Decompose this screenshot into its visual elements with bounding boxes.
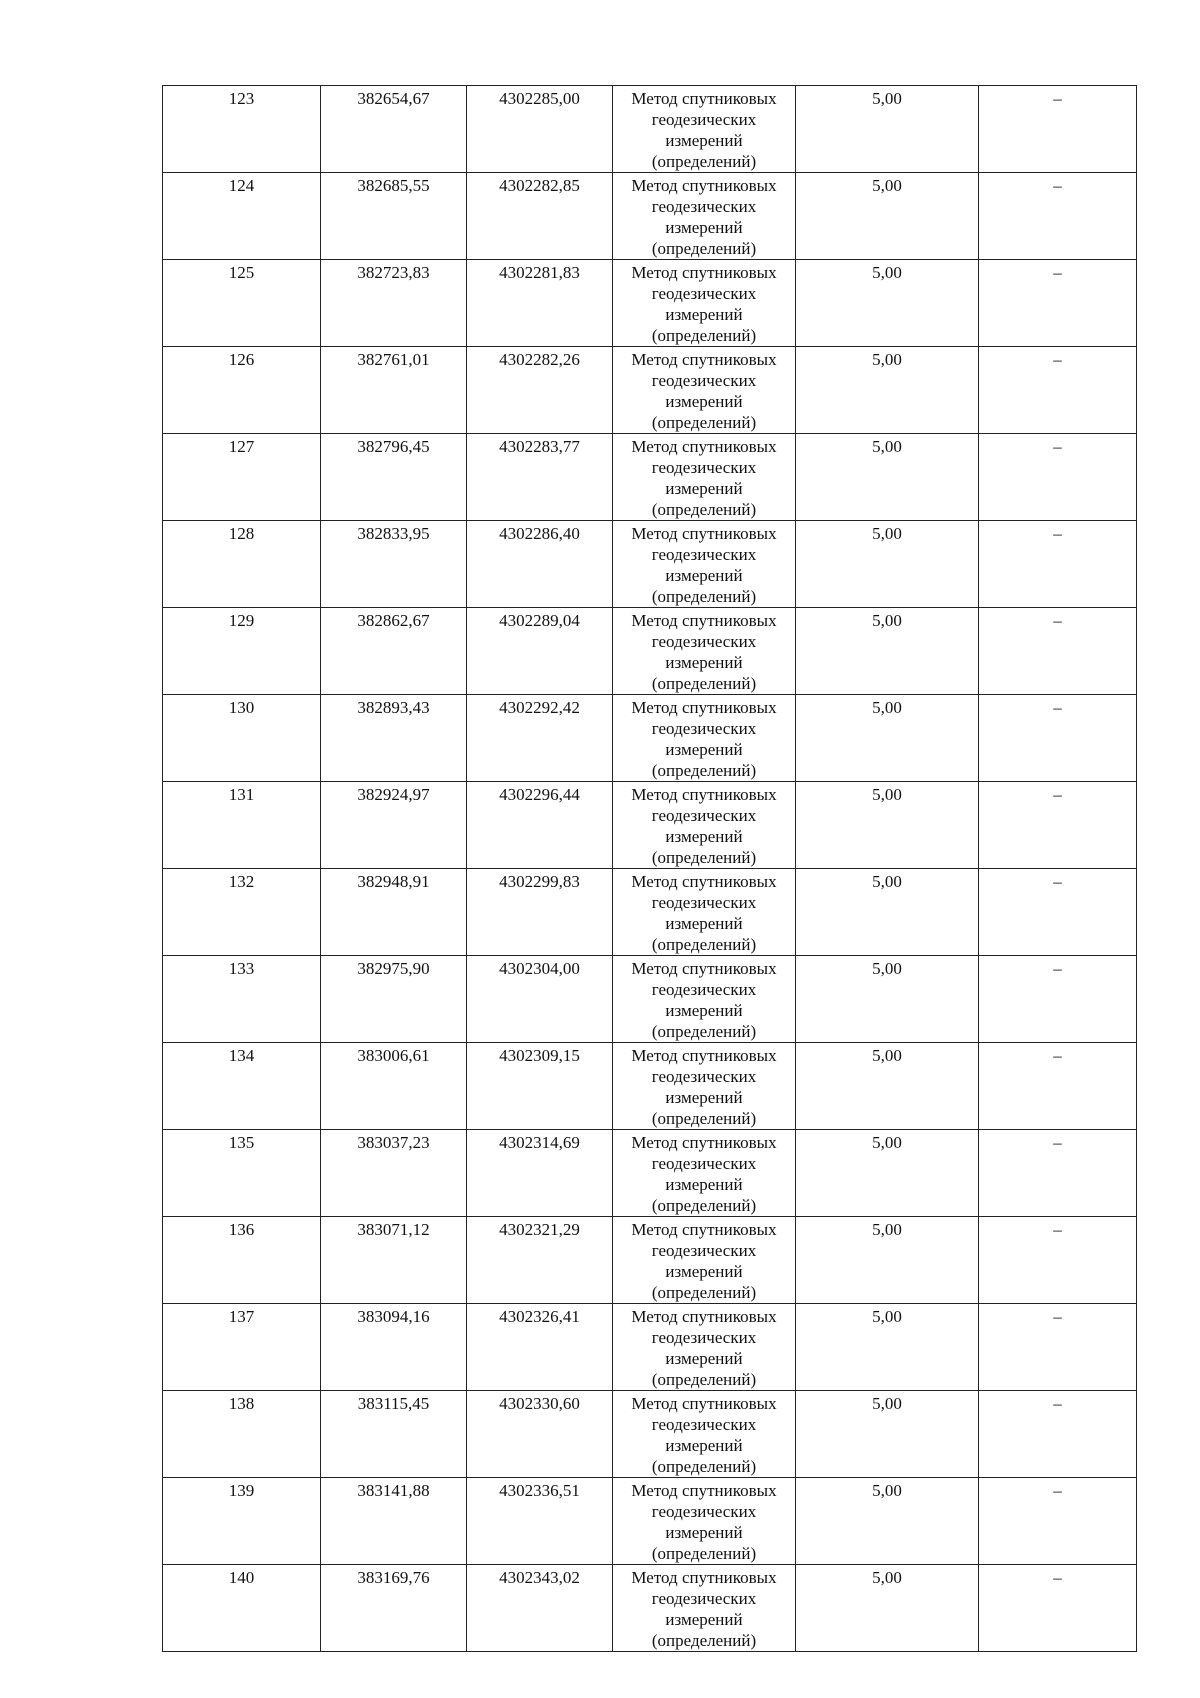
method-cell-text: Метод спутниковых геодезических измерений (определений) <box>631 1481 777 1563</box>
method-cell-text: Метод спутниковых геодезических измерений (определений) <box>631 89 777 171</box>
note-cell-text: – <box>1053 1568 1062 1587</box>
coord-y-cell-text: 4302285,00 <box>499 89 580 108</box>
note-cell <box>979 521 1137 608</box>
note-cell <box>979 869 1137 956</box>
point-number-cell-text: 125 <box>228 263 255 282</box>
method-cell <box>613 347 796 434</box>
method-cell-text: Метод спутниковых геодезических измерений (определений) <box>631 785 777 867</box>
point-number-cell-text: 128 <box>228 524 255 543</box>
coord-y-cell-text: 4302314,69 <box>499 1133 580 1152</box>
error-cell-text: 5,00 <box>872 1568 902 1587</box>
method-cell <box>613 434 796 521</box>
coord-x-cell-text: 382975,90 <box>357 959 430 978</box>
note-cell-text: – <box>1053 1220 1062 1239</box>
coord-y-cell <box>467 1304 613 1391</box>
error-cell-text: 5,00 <box>872 524 902 543</box>
table-row <box>163 1130 1137 1217</box>
coord-x-cell <box>321 608 467 695</box>
error-cell-text: 5,00 <box>872 698 902 717</box>
coord-x-cell <box>321 1217 467 1304</box>
coord-x-cell-text: 382761,01 <box>357 350 430 369</box>
error-cell <box>796 173 979 260</box>
error-cell <box>796 1304 979 1391</box>
coord-y-cell-text: 4302296,44 <box>499 785 580 804</box>
note-cell <box>979 608 1137 695</box>
note-cell <box>979 1478 1137 1565</box>
note-cell-text: – <box>1053 1133 1062 1152</box>
coord-x-cell <box>321 1391 467 1478</box>
table-row <box>163 1217 1137 1304</box>
table-row <box>163 434 1137 521</box>
method-cell <box>613 1565 796 1652</box>
coord-y-cell <box>467 173 613 260</box>
coord-x-cell-text: 382924,97 <box>357 785 430 804</box>
note-cell-text: – <box>1053 1481 1062 1500</box>
note-cell-text: – <box>1053 89 1062 108</box>
coord-x-cell <box>321 869 467 956</box>
error-cell-text: 5,00 <box>872 1481 902 1500</box>
coord-y-cell <box>467 347 613 434</box>
coordinates-table <box>162 85 1137 1652</box>
error-cell-text: 5,00 <box>872 959 902 978</box>
error-cell-text: 5,00 <box>872 1394 902 1413</box>
method-cell-text: Метод спутниковых геодезических измерений (определений) <box>631 524 777 606</box>
error-cell-text: 5,00 <box>872 1220 902 1239</box>
coord-y-cell <box>467 956 613 1043</box>
coord-y-cell <box>467 695 613 782</box>
point-number-cell <box>163 1478 321 1565</box>
coord-y-cell-text: 4302309,15 <box>499 1046 580 1065</box>
point-number-cell-text: 132 <box>228 872 255 891</box>
point-number-cell-text: 131 <box>228 785 255 804</box>
note-cell <box>979 1304 1137 1391</box>
point-number-cell <box>163 1304 321 1391</box>
table-row <box>163 695 1137 782</box>
method-cell-text: Метод спутниковых геодезических измерений (определений) <box>631 1220 777 1302</box>
coord-y-cell <box>467 1217 613 1304</box>
error-cell-text: 5,00 <box>872 611 902 630</box>
coord-y-cell <box>467 608 613 695</box>
coord-x-cell <box>321 434 467 521</box>
error-cell <box>796 1565 979 1652</box>
coord-x-cell <box>321 1565 467 1652</box>
coord-x-cell <box>321 260 467 347</box>
note-cell-text: – <box>1053 263 1062 282</box>
error-cell <box>796 782 979 869</box>
coord-x-cell-text: 383141,88 <box>357 1481 430 1500</box>
coord-x-cell-text: 383071,12 <box>357 1220 430 1239</box>
coord-y-cell <box>467 521 613 608</box>
method-cell <box>613 695 796 782</box>
error-cell <box>796 1391 979 1478</box>
note-cell-text: – <box>1053 1046 1062 1065</box>
coord-y-cell-text: 4302286,40 <box>499 524 580 543</box>
table-row <box>163 1391 1137 1478</box>
coord-y-cell-text: 4302282,85 <box>499 176 580 195</box>
note-cell-text: – <box>1053 872 1062 891</box>
note-cell-text: – <box>1053 1394 1062 1413</box>
point-number-cell <box>163 1391 321 1478</box>
note-cell-text: – <box>1053 959 1062 978</box>
point-number-cell <box>163 608 321 695</box>
point-number-cell <box>163 1217 321 1304</box>
error-cell <box>796 260 979 347</box>
method-cell <box>613 1304 796 1391</box>
error-cell <box>796 1130 979 1217</box>
method-cell <box>613 1217 796 1304</box>
coord-y-cell <box>467 1478 613 1565</box>
note-cell <box>979 1391 1137 1478</box>
point-number-cell-text: 140 <box>228 1568 255 1587</box>
method-cell <box>613 173 796 260</box>
note-cell-text: – <box>1053 611 1062 630</box>
point-number-cell-text: 138 <box>228 1394 255 1413</box>
method-cell-text: Метод спутниковых геодезических измерений (определений) <box>631 1394 777 1476</box>
point-number-cell <box>163 434 321 521</box>
coord-x-cell <box>321 1130 467 1217</box>
coord-y-cell-text: 4302304,00 <box>499 959 580 978</box>
error-cell-text: 5,00 <box>872 263 902 282</box>
table-row <box>163 782 1137 869</box>
note-cell <box>979 86 1137 173</box>
table-row <box>163 869 1137 956</box>
coord-y-cell <box>467 1043 613 1130</box>
table-row <box>163 260 1137 347</box>
point-number-cell <box>163 782 321 869</box>
point-number-cell-text: 135 <box>228 1133 255 1152</box>
point-number-cell-text: 130 <box>228 698 255 717</box>
table-row <box>163 1304 1137 1391</box>
error-cell-text: 5,00 <box>872 872 902 891</box>
coord-y-cell-text: 4302330,60 <box>499 1394 580 1413</box>
coord-x-cell-text: 382893,43 <box>357 698 430 717</box>
coord-x-cell <box>321 1304 467 1391</box>
method-cell-text: Метод спутниковых геодезических измерений (определений) <box>631 1133 777 1215</box>
coord-y-cell-text: 4302283,77 <box>499 437 580 456</box>
method-cell <box>613 782 796 869</box>
error-cell <box>796 608 979 695</box>
note-cell-text: – <box>1053 1307 1062 1326</box>
method-cell-text: Метод спутниковых геодезических измерений (определений) <box>631 959 777 1041</box>
coord-y-cell-text: 4302326,41 <box>499 1307 580 1326</box>
method-cell-text: Метод спутниковых геодезических измерений (определений) <box>631 698 777 780</box>
error-cell-text: 5,00 <box>872 176 902 195</box>
table-row <box>163 86 1137 173</box>
coord-y-cell-text: 4302321,29 <box>499 1220 580 1239</box>
note-cell <box>979 1565 1137 1652</box>
point-number-cell <box>163 1565 321 1652</box>
point-number-cell-text: 139 <box>228 1481 255 1500</box>
method-cell <box>613 608 796 695</box>
coord-x-cell <box>321 1478 467 1565</box>
table-row <box>163 1478 1137 1565</box>
point-number-cell <box>163 521 321 608</box>
note-cell <box>979 1043 1137 1130</box>
coord-y-cell-text: 4302281,83 <box>499 263 580 282</box>
point-number-cell-text: 136 <box>228 1220 255 1239</box>
point-number-cell <box>163 173 321 260</box>
note-cell <box>979 1217 1137 1304</box>
coord-x-cell-text: 383169,76 <box>357 1568 430 1587</box>
table-row <box>163 956 1137 1043</box>
coord-y-cell-text: 4302299,83 <box>499 872 580 891</box>
error-cell <box>796 695 979 782</box>
table-row <box>163 1565 1137 1652</box>
method-cell-text: Метод спутниковых геодезических измерений (определений) <box>631 1568 777 1650</box>
coord-x-cell <box>321 782 467 869</box>
point-number-cell-text: 124 <box>228 176 255 195</box>
note-cell-text: – <box>1053 524 1062 543</box>
error-cell-text: 5,00 <box>872 437 902 456</box>
method-cell <box>613 1130 796 1217</box>
error-cell <box>796 434 979 521</box>
method-cell-text: Метод спутниковых геодезических измерений (определений) <box>631 176 777 258</box>
point-number-cell <box>163 1130 321 1217</box>
coord-x-cell-text: 382654,67 <box>357 89 430 108</box>
note-cell-text: – <box>1053 698 1062 717</box>
coord-x-cell-text: 382948,91 <box>357 872 430 891</box>
coord-x-cell-text: 382723,83 <box>357 263 430 282</box>
coord-y-cell-text: 4302336,51 <box>499 1481 580 1500</box>
error-cell <box>796 347 979 434</box>
point-number-cell-text: 127 <box>228 437 255 456</box>
note-cell <box>979 695 1137 782</box>
point-number-cell-text: 137 <box>228 1307 255 1326</box>
coord-y-cell <box>467 260 613 347</box>
coord-y-cell <box>467 1391 613 1478</box>
note-cell <box>979 173 1137 260</box>
coord-x-cell <box>321 347 467 434</box>
method-cell-text: Метод спутниковых геодезических измерений (определений) <box>631 1046 777 1128</box>
error-cell <box>796 869 979 956</box>
error-cell-text: 5,00 <box>872 350 902 369</box>
coord-x-cell-text: 382796,45 <box>357 437 430 456</box>
point-number-cell <box>163 86 321 173</box>
coordinates-table-body <box>163 86 1137 1652</box>
error-cell-text: 5,00 <box>872 89 902 108</box>
coord-x-cell-text: 382862,67 <box>357 611 430 630</box>
error-cell-text: 5,00 <box>872 1307 902 1326</box>
coord-x-cell <box>321 521 467 608</box>
note-cell <box>979 260 1137 347</box>
error-cell-text: 5,00 <box>872 1133 902 1152</box>
point-number-cell-text: 126 <box>228 350 255 369</box>
coord-x-cell-text: 382685,55 <box>357 176 430 195</box>
note-cell-text: – <box>1053 350 1062 369</box>
note-cell-text: – <box>1053 437 1062 456</box>
point-number-cell-text: 129 <box>228 611 255 630</box>
error-cell <box>796 1478 979 1565</box>
point-number-cell-text: 123 <box>228 89 255 108</box>
coord-x-cell-text: 383115,45 <box>357 1394 430 1413</box>
coord-x-cell-text: 383037,23 <box>357 1133 430 1152</box>
table-row <box>163 608 1137 695</box>
coord-y-cell-text: 4302343,02 <box>499 1568 580 1587</box>
method-cell <box>613 521 796 608</box>
method-cell-text: Метод спутниковых геодезических измерений (определений) <box>631 872 777 954</box>
coord-y-cell <box>467 86 613 173</box>
error-cell <box>796 1043 979 1130</box>
point-number-cell <box>163 1043 321 1130</box>
note-cell <box>979 782 1137 869</box>
coord-x-cell-text: 383094,16 <box>357 1307 430 1326</box>
coord-y-cell-text: 4302282,26 <box>499 350 580 369</box>
point-number-cell <box>163 347 321 434</box>
coord-y-cell <box>467 869 613 956</box>
point-number-cell <box>163 695 321 782</box>
coord-y-cell <box>467 1130 613 1217</box>
method-cell <box>613 260 796 347</box>
method-cell-text: Метод спутниковых геодезических измерений (определений) <box>631 611 777 693</box>
error-cell-text: 5,00 <box>872 1046 902 1065</box>
error-cell-text: 5,00 <box>872 785 902 804</box>
coord-x-cell-text: 382833,95 <box>357 524 430 543</box>
note-cell <box>979 347 1137 434</box>
note-cell <box>979 956 1137 1043</box>
coord-y-cell-text: 4302289,04 <box>499 611 580 630</box>
coord-x-cell <box>321 86 467 173</box>
table-row <box>163 521 1137 608</box>
coord-x-cell <box>321 695 467 782</box>
table-row <box>163 347 1137 434</box>
note-cell-text: – <box>1053 176 1062 195</box>
point-number-cell <box>163 956 321 1043</box>
method-cell <box>613 1391 796 1478</box>
method-cell <box>613 1478 796 1565</box>
method-cell <box>613 869 796 956</box>
point-number-cell-text: 134 <box>228 1046 255 1065</box>
error-cell <box>796 86 979 173</box>
note-cell <box>979 434 1137 521</box>
table-row <box>163 173 1137 260</box>
method-cell-text: Метод спутниковых геодезических измерений (определений) <box>631 350 777 432</box>
coord-x-cell <box>321 956 467 1043</box>
coord-x-cell <box>321 1043 467 1130</box>
error-cell <box>796 521 979 608</box>
coord-y-cell <box>467 1565 613 1652</box>
point-number-cell <box>163 869 321 956</box>
coord-x-cell <box>321 173 467 260</box>
method-cell-text: Метод спутниковых геодезических измерений (определений) <box>631 437 777 519</box>
coord-x-cell-text: 383006,61 <box>357 1046 430 1065</box>
method-cell <box>613 956 796 1043</box>
point-number-cell <box>163 260 321 347</box>
error-cell <box>796 1217 979 1304</box>
error-cell <box>796 956 979 1043</box>
coord-y-cell <box>467 434 613 521</box>
method-cell-text: Метод спутниковых геодезических измерений (определений) <box>631 1307 777 1389</box>
point-number-cell-text: 133 <box>228 959 255 978</box>
method-cell-text: Метод спутниковых геодезических измерений (определений) <box>631 263 777 345</box>
coord-y-cell <box>467 782 613 869</box>
note-cell <box>979 1130 1137 1217</box>
method-cell <box>613 1043 796 1130</box>
table-row <box>163 1043 1137 1130</box>
note-cell-text: – <box>1053 785 1062 804</box>
method-cell <box>613 86 796 173</box>
coord-y-cell-text: 4302292,42 <box>499 698 580 717</box>
